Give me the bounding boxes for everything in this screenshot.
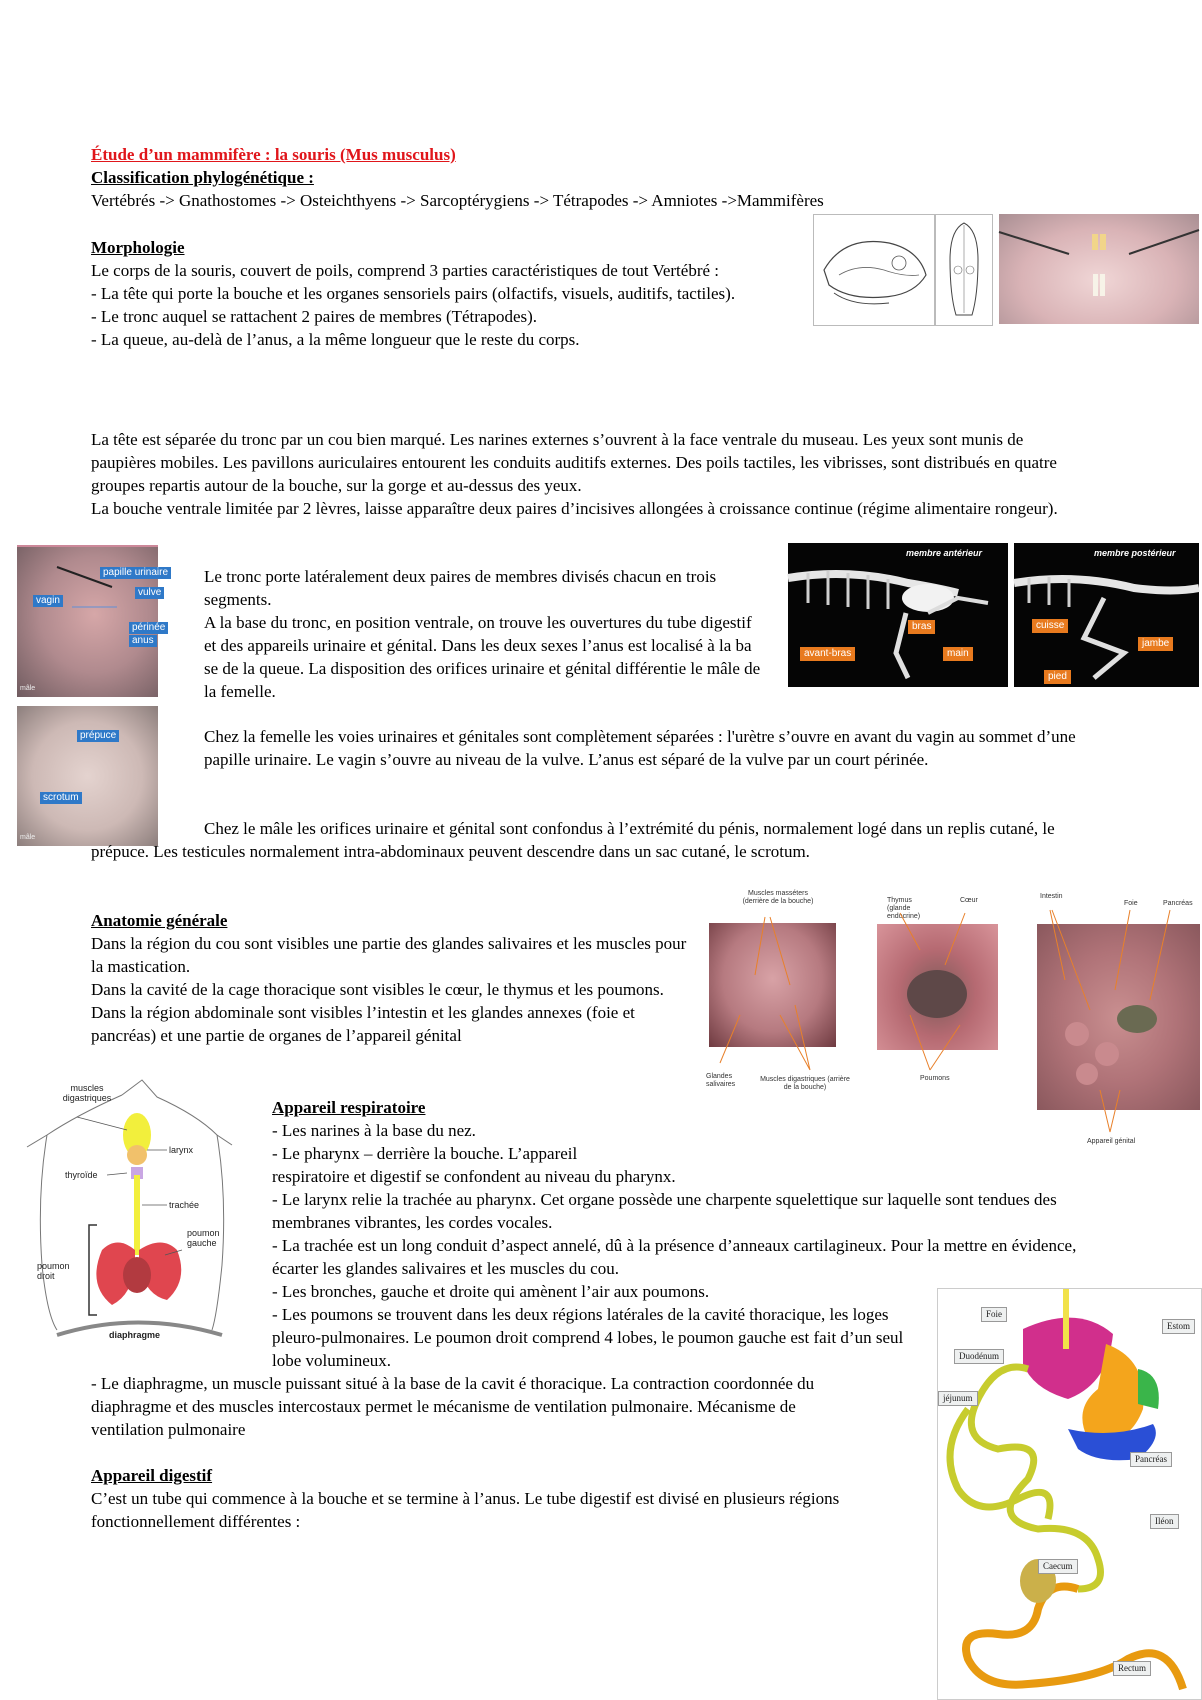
label-trachea: trachée — [169, 1200, 200, 1210]
morphology-p3: - Le tronc auquel se rattachent 2 paires de membres (Tétrapodes). — [91, 307, 538, 326]
skull-top-drawing — [935, 214, 993, 326]
tag-jejunum: jéjunum — [938, 1391, 978, 1406]
front-limb-title: membre antérieur — [906, 548, 983, 558]
morphology-p4: - La queue, au-delà de l’anus, a la même longueur que le reste du corps. — [91, 330, 580, 349]
resp-l7: - Les poumons se trouvent dans les deux régions latérales de la cavité thoracique, les loges pleuro-pulmonaires. Le poumon droit comprend 4 lobes, le poumon gauche est fait d’un seul lobe volumineux. — [272, 1305, 904, 1370]
anatomy-p2: Dans la cavité de la cage thoracique sont visibles le cœur, le thymus et les poumons. — [91, 980, 664, 999]
resp-l6: - Les bronches, gauche et droite qui amènent l’air aux poumons. — [272, 1282, 710, 1301]
classification-heading: Classification phylogénétique : — [91, 168, 314, 187]
photo-b-top-right: Cœur — [960, 897, 978, 904]
digestive-heading: Appareil digestif — [91, 1466, 213, 1485]
label-pied: pied — [1044, 670, 1071, 684]
label-digastric: muscles digastriques — [62, 1083, 112, 1103]
title-text: Étude d’un mammifère : la souris (Mus musculus) — [91, 145, 456, 164]
morphology-heading: Morphologie — [91, 238, 185, 257]
label-papille: papille urinaire — [100, 567, 171, 579]
head-description — [91, 428, 1091, 520]
teeth-icon — [999, 214, 1199, 324]
trunk-text — [204, 565, 764, 703]
label-main: main — [943, 647, 973, 661]
morphology-p2: - La tête qui porte la bouche et les organes sensoriels pairs (olfactifs, visuels, auditifs, tactiles). — [91, 284, 736, 303]
photo-c-bottom: Appareil génital — [1087, 1138, 1136, 1145]
anatomy-p3: Dans la région abdominale sont visibles l’intestin et les glandes annexes (foie et pancréas) et une partie de organes de l’appareil génital — [91, 1003, 635, 1045]
photo-a-pointers — [700, 905, 850, 1080]
anatomy-heading: Anatomie générale — [91, 911, 228, 930]
morphology-p7: Le tronc porte latéralement deux paires de membres divisés chacun en trois segments. — [204, 567, 717, 609]
label-vagin: vagin — [33, 595, 63, 607]
tag-caecum: Caecum — [1038, 1559, 1078, 1574]
back-limb-title: membre postérieur — [1094, 548, 1176, 558]
morphology-p8: A la base du tronc, en position ventrale, on trouve les ouvertures du tube digestif et des appareils urinaire et génital. Dans les deux sexes l’anus est localisé à la ba se de la queue. La disposition des orifices urinaire et génital différentie le mâle de la femelle. — [204, 613, 761, 701]
label-anus: anus — [129, 635, 157, 647]
label-bras: bras — [908, 620, 935, 634]
morphology-p5: La tête est séparée du tronc par un cou bien marqué. Les narines externes s’ouvrent à la face ventrale du museau. Les yeux sont munis de paupières mobiles. Les pavillons auriculaires entourent les conduits auditifs externes. Des poils tactiles, les vibrisses, sont distribués en quatre groupes repartis autour de la bouche, sur la gorge et au-dessus des yeux. — [91, 430, 1057, 495]
photo-c-top-right: Pancréas — [1163, 900, 1193, 907]
tag-foie: Foie — [981, 1307, 1007, 1322]
classification-text: Vertébrés -> Gnathostomes -> Osteichthyens -> Sarcoptérygiens -> Tétrapodes -> Amniotes ->Mammifères — [91, 191, 824, 210]
resp-l1: - Les narines à la base du nez. — [272, 1121, 476, 1140]
resp-l5: - La trachée est un long conduit d’aspect annelé, dû à la présence d’anneaux cartilagineux. Pour la mettre en évidence, écarter les glandes salivaires et les muscles du cou. — [272, 1236, 1077, 1278]
tag-rectum: Rectum — [1113, 1661, 1151, 1676]
front-skeleton-icon — [788, 543, 1008, 687]
tag-estomac: Estom — [1162, 1319, 1195, 1334]
label-scrotum: scrotum — [40, 792, 82, 804]
morphology-intro — [91, 259, 791, 351]
photo-a-top: Muscles masséters (derrière de la bouche) — [742, 890, 814, 905]
digestive-text: C’est un tube qui commence à la bouche et se termine à l’anus. Le tube digestif est divisé en plusieurs régions fonctionnellement différentes : — [91, 1489, 840, 1531]
front-limb-photo — [788, 543, 1008, 687]
photo-c-pointers — [1030, 900, 1200, 1140]
mouse-outline-icon — [17, 1075, 242, 1345]
morphology-p6: La bouche ventrale limitée par 2 lèvres, laisse apparaître deux paires d’incisives allongées à croissance continue (régime alimentaire rongeur). — [91, 499, 1058, 518]
label-left-lung: poumon gauche — [187, 1228, 220, 1248]
male-photo-corner: mâle — [20, 834, 36, 841]
label-prepuce: prépuce — [77, 730, 119, 742]
mouse-teeth-photo — [999, 214, 1199, 324]
skull-side-drawing — [813, 214, 935, 326]
anatomy-text — [91, 932, 691, 1047]
label-cuisse: cuisse — [1032, 619, 1068, 633]
photo-b-bottom: Poumons — [920, 1075, 950, 1082]
respiratory-diagram — [17, 1075, 242, 1345]
label-right-lung: poumon droit — [37, 1261, 70, 1281]
respiratory-text-bottom — [91, 1372, 851, 1441]
female-genital-photo — [17, 545, 169, 697]
label-vulve: vulve — [135, 587, 164, 599]
female-photo-corner: mâle — [20, 685, 36, 692]
anatomy-p1: Dans la région du cou sont visibles une partie des glandes salivaires et les muscles pour la mastication. — [91, 934, 687, 976]
label-larynx: larynx — [169, 1145, 194, 1155]
label-jambe: jambe — [1138, 637, 1173, 651]
photo-b-pointers — [870, 905, 1010, 1080]
resp-l2: - Le pharynx – derrière la bouche. L’appareil — [272, 1144, 578, 1163]
label-thyroid: thyroïde — [65, 1170, 98, 1180]
resp-l8: - Le diaphragme, un muscle puissant situé à la base de la cavit é thoracique. La contraction coordonnée du diaphragme et des muscles intercostaux permet le mécanisme de ventilation pulmonaire. Mécanisme de ventilation pulmonaire — [91, 1374, 815, 1439]
back-limb-photo — [1014, 543, 1199, 687]
page-title — [91, 143, 456, 166]
tag-ileon: Iléon — [1150, 1514, 1179, 1529]
skull-top-icon — [936, 215, 992, 325]
tag-duodenum: Duodénum — [954, 1349, 1004, 1364]
resp-l4: - Le larynx relie la trachée au pharynx. Cet organe possède une charpente squelettique sur laquelle sont tendues des membranes vibrantes, les cordes vocales. — [272, 1190, 1057, 1232]
label-diaphragm: diaphragme — [109, 1330, 161, 1340]
female-paragraph: Chez la femelle les voies urinaires et génitales sont complètement séparées : l'urètre s’ouvre en avant du vagin au sommet d’une papille urinaire. Le vagin s’ouvre au niveau de la vulve. L’anus est séparé de la vulve par un court périnée. — [204, 727, 1076, 769]
label-avant-bras: avant-bras — [800, 647, 855, 661]
photo-a-bottom-left: Glandes salivaires — [706, 1073, 736, 1088]
photo-a-bottom-right: Muscles digastriques (arrière de la bouche) — [760, 1076, 850, 1091]
respiratory-heading: Appareil respiratoire — [272, 1098, 426, 1117]
skull-side-icon — [814, 215, 934, 325]
photo-b-top-left: Thymus (glande endocrine) — [887, 897, 921, 920]
label-perinee: périnée — [129, 622, 168, 634]
digestive-diagram — [937, 1288, 1202, 1700]
respiratory-text-top — [272, 1119, 1110, 1280]
tag-pancreas: Pancréas — [1130, 1452, 1172, 1467]
morphology-p1: Le corps de la souris, couvert de poils, comprend 3 parties caractéristiques de tout Vertébré : — [91, 261, 720, 280]
respiratory-text-mid — [272, 1280, 912, 1372]
photo-c-top-mid: Foie — [1124, 900, 1138, 907]
back-skeleton-icon — [1014, 543, 1199, 687]
male-paragraph: Chez le mâle les orifices urinaire et génital sont confondus à l’extrémité du pénis, normalement logé dans un replis cutané, le prépuce. Les testicules normalement intra-abdominaux peuvent descendre dans un sac cutané, le scrotum. — [91, 819, 1055, 861]
photo-c-top-left: Intestin — [1040, 893, 1063, 900]
resp-l3: respiratoire et digestif se confondent au niveau du pharynx. — [272, 1167, 676, 1186]
